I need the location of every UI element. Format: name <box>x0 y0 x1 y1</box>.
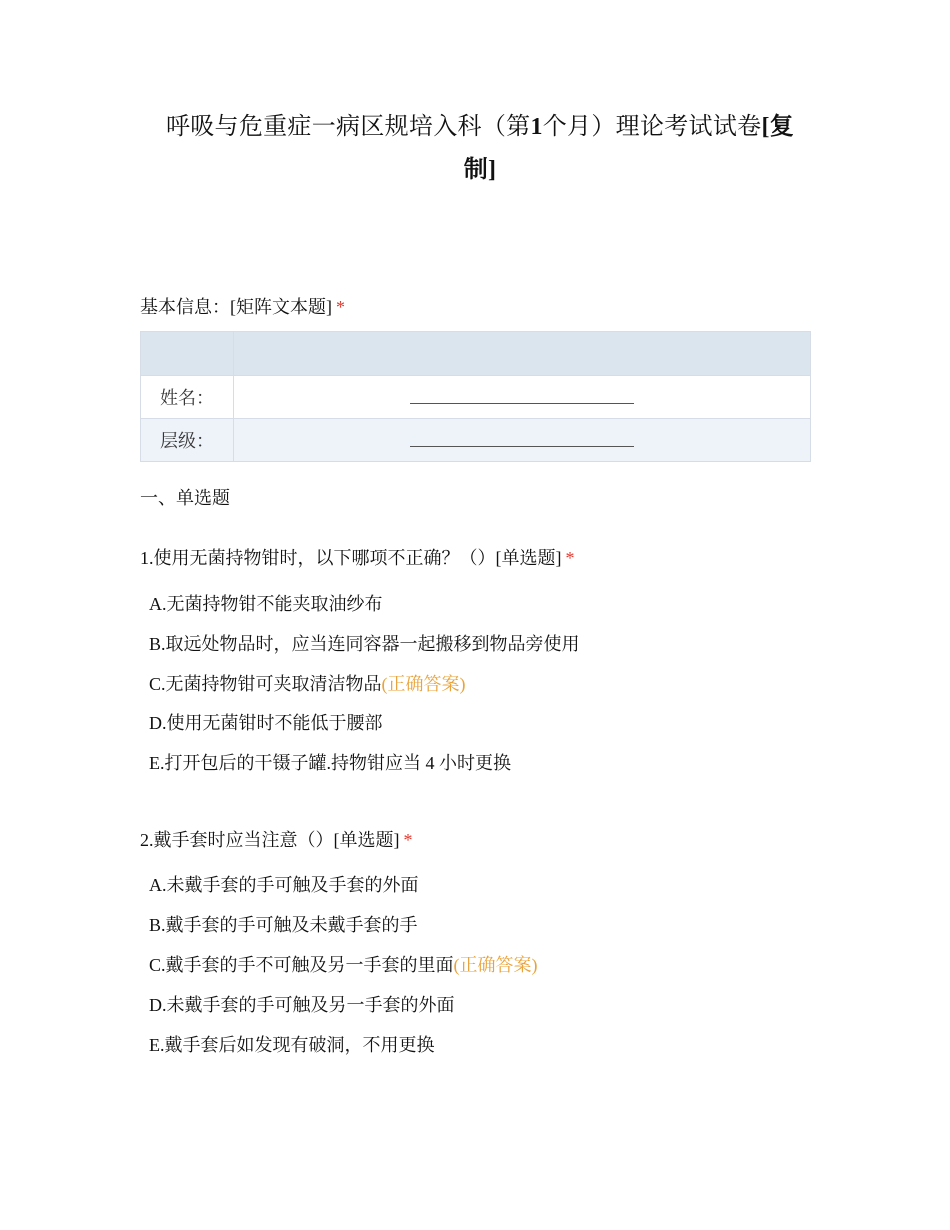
name-blank-line[interactable] <box>410 393 634 404</box>
option-text: A.无菌持物钳不能夹取油纱布 <box>149 594 383 614</box>
matrix-header-cell <box>234 332 811 376</box>
option-text: E.戴手套后如发现有破洞，不用更换 <box>149 1035 435 1055</box>
required-mark: * <box>336 297 345 317</box>
title-text-pre: 呼吸与危重症一病区规培入科（第 <box>165 114 531 140</box>
option-text: A.未戴手套的手可触及手套的外面 <box>149 875 419 895</box>
question-1-text: 1.使用无菌持物钳时，以下哪项不正确？（）[单选题] <box>140 548 562 568</box>
required-mark: * <box>565 548 575 568</box>
option-text: B.取远处物品时，应当连同容器一起搬移到物品旁使用 <box>149 634 580 654</box>
question-1-option-a[interactable] <box>149 592 383 616</box>
required-mark: * <box>403 830 413 850</box>
level-label: 层级： <box>141 419 234 462</box>
question-2-option-b[interactable] <box>149 913 418 937</box>
option-text: D.使用无菌钳时不能低于腰部 <box>149 713 383 733</box>
name-input-cell[interactable] <box>234 376 811 419</box>
basic-info-text: 基本信息：[矩阵文本题] <box>140 297 332 317</box>
question-1-option-d[interactable] <box>149 711 383 735</box>
question-1-option-e[interactable] <box>149 751 511 775</box>
matrix-row-name <box>141 376 811 419</box>
option-text: D.未戴手套的手可触及另一手套的外面 <box>149 995 455 1015</box>
level-blank-line[interactable] <box>410 436 634 447</box>
page-title <box>150 106 810 192</box>
question-1-option-b[interactable] <box>149 632 580 656</box>
question-1-stem <box>140 546 575 570</box>
question-2-option-a[interactable] <box>149 873 419 897</box>
matrix-row-level <box>141 419 811 462</box>
matrix-header-row <box>141 332 811 376</box>
option-text: C.戴手套的手不可触及另一手套的里面 <box>149 955 454 975</box>
basic-info-matrix-table <box>140 331 811 462</box>
option-text: E.打开包后的干镊子罐.持物钳应当 4 小时更换 <box>149 753 511 773</box>
title-month-number: 1 <box>530 114 543 140</box>
basic-info-label <box>140 295 345 319</box>
question-2-option-e[interactable] <box>149 1033 435 1057</box>
question-2-text: 2.戴手套时应当注意（）[单选题] <box>140 830 400 850</box>
question-2-stem <box>140 828 413 852</box>
title-copy-tag: [复制] <box>463 114 795 183</box>
option-text: C.无菌持物钳可夹取清洁物品 <box>149 674 382 694</box>
question-2-option-c[interactable] <box>149 953 538 977</box>
question-2-option-d[interactable] <box>149 993 455 1017</box>
option-text: B.戴手套的手可触及未戴手套的手 <box>149 915 418 935</box>
title-text-post: 个月）理论考试试卷 <box>542 114 762 140</box>
question-1-option-c[interactable] <box>149 672 466 696</box>
correct-answer-tag: (正确答案) <box>381 674 466 694</box>
section-title-single-choice: 一、单选题 <box>140 488 230 508</box>
level-input-cell[interactable] <box>234 419 811 462</box>
matrix-header-cell <box>141 332 234 376</box>
name-label: 姓名： <box>141 376 234 419</box>
correct-answer-tag: (正确答案) <box>453 955 538 975</box>
